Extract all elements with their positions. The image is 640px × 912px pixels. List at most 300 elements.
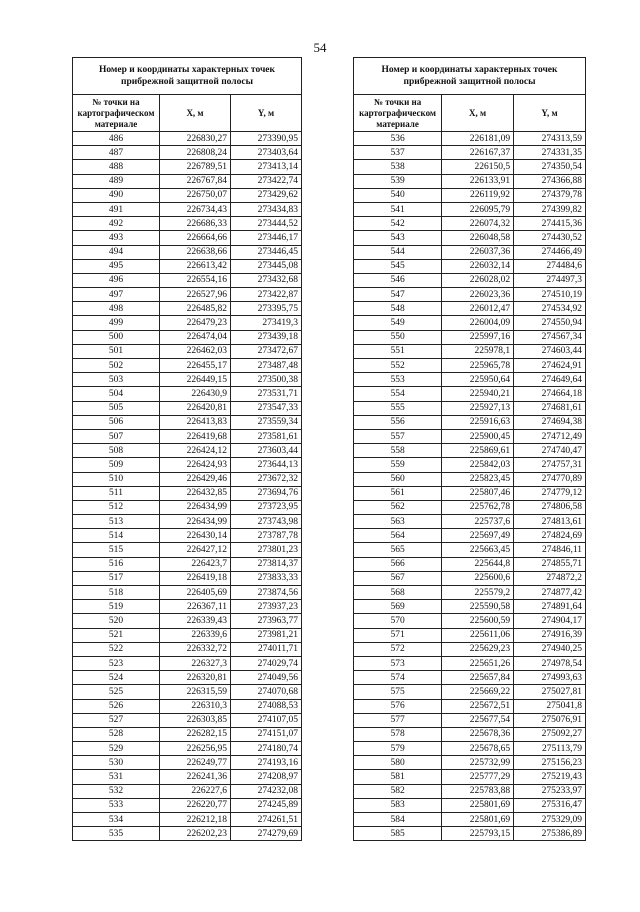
cell-x: 226485,82 bbox=[160, 302, 231, 316]
cell-point-number: 579 bbox=[354, 742, 442, 756]
table-title: Номер и координаты характерных точек прибрежной защитной полосы bbox=[73, 58, 302, 95]
cell-y: 274049,56 bbox=[231, 671, 302, 685]
cell-y: 274824,69 bbox=[514, 529, 586, 543]
table-row bbox=[73, 472, 302, 486]
cell-point-number: 507 bbox=[73, 429, 160, 443]
table-row bbox=[354, 656, 586, 670]
cell-y: 274940,25 bbox=[514, 642, 586, 656]
table-row bbox=[73, 444, 302, 458]
table-row bbox=[354, 642, 586, 656]
cell-x: 226256,95 bbox=[160, 742, 231, 756]
cell-y: 274550,94 bbox=[514, 316, 586, 330]
cell-x: 226664,66 bbox=[160, 231, 231, 245]
cell-x: 225940,21 bbox=[442, 387, 514, 401]
table-row bbox=[354, 373, 586, 387]
cell-point-number: 568 bbox=[354, 586, 442, 600]
cell-point-number: 569 bbox=[354, 600, 442, 614]
table-row bbox=[354, 458, 586, 472]
cell-x: 225579,2 bbox=[442, 586, 514, 600]
cell-point-number: 521 bbox=[73, 628, 160, 642]
table-row bbox=[73, 373, 302, 387]
table-row bbox=[73, 217, 302, 231]
table-row bbox=[354, 259, 586, 273]
cell-y: 275386,89 bbox=[514, 827, 586, 841]
cell-point-number: 555 bbox=[354, 401, 442, 415]
cell-point-number: 582 bbox=[354, 784, 442, 798]
cell-x: 226023,36 bbox=[442, 288, 514, 302]
column-header-y: Y, м bbox=[231, 95, 302, 132]
table-row bbox=[73, 614, 302, 628]
table-row bbox=[354, 529, 586, 543]
table-row bbox=[354, 827, 586, 841]
coordinates-table-right bbox=[353, 57, 586, 841]
table-row bbox=[73, 742, 302, 756]
cell-point-number: 499 bbox=[73, 316, 160, 330]
table-row bbox=[354, 160, 586, 174]
cell-point-number: 531 bbox=[73, 770, 160, 784]
table-row bbox=[354, 515, 586, 529]
cell-x: 226212,18 bbox=[160, 813, 231, 827]
cell-point-number: 505 bbox=[73, 401, 160, 415]
cell-point-number: 501 bbox=[73, 344, 160, 358]
cell-y: 273874,56 bbox=[231, 586, 302, 600]
cell-x: 226430,14 bbox=[160, 529, 231, 543]
cell-point-number: 559 bbox=[354, 458, 442, 472]
table-row bbox=[73, 642, 302, 656]
cell-point-number: 578 bbox=[354, 727, 442, 741]
cell-x: 226315,59 bbox=[160, 685, 231, 699]
table-row bbox=[354, 742, 586, 756]
cell-point-number: 541 bbox=[354, 202, 442, 216]
cell-y: 273743,98 bbox=[231, 515, 302, 529]
cell-x: 226423,7 bbox=[160, 557, 231, 571]
cell-y: 273814,37 bbox=[231, 557, 302, 571]
cell-point-number: 575 bbox=[354, 685, 442, 699]
cell-x: 225651,26 bbox=[442, 656, 514, 670]
cell-x: 225869,61 bbox=[442, 444, 514, 458]
table-row bbox=[73, 713, 302, 727]
table-row bbox=[73, 429, 302, 443]
cell-y: 274567,34 bbox=[514, 330, 586, 344]
cell-x: 225600,59 bbox=[442, 614, 514, 628]
cell-y: 274740,47 bbox=[514, 444, 586, 458]
cell-point-number: 543 bbox=[354, 231, 442, 245]
cell-point-number: 489 bbox=[73, 174, 160, 188]
table-row bbox=[354, 600, 586, 614]
cell-point-number: 554 bbox=[354, 387, 442, 401]
table-row bbox=[73, 515, 302, 529]
cell-x: 225611,06 bbox=[442, 628, 514, 642]
column-header-y: Y, м bbox=[514, 95, 586, 132]
cell-x: 226181,09 bbox=[442, 132, 514, 146]
table-row bbox=[73, 359, 302, 373]
cell-y: 274261,51 bbox=[231, 813, 302, 827]
cell-y: 275219,43 bbox=[514, 770, 586, 784]
table-row bbox=[354, 231, 586, 245]
cell-x: 226012,47 bbox=[442, 302, 514, 316]
cell-y: 274350,54 bbox=[514, 160, 586, 174]
cell-point-number: 548 bbox=[354, 302, 442, 316]
cell-point-number: 547 bbox=[354, 288, 442, 302]
cell-x: 225629,23 bbox=[442, 642, 514, 656]
table-row bbox=[354, 401, 586, 415]
cell-x: 226339,43 bbox=[160, 614, 231, 628]
cell-x: 226220,77 bbox=[160, 798, 231, 812]
cell-x: 226419,68 bbox=[160, 429, 231, 443]
cell-y: 274107,05 bbox=[231, 713, 302, 727]
cell-x: 226339,6 bbox=[160, 628, 231, 642]
cell-y: 274846,11 bbox=[514, 543, 586, 557]
cell-y: 273446,45 bbox=[231, 245, 302, 259]
cell-x: 226424,12 bbox=[160, 444, 231, 458]
cell-point-number: 536 bbox=[354, 132, 442, 146]
cell-x: 226202,23 bbox=[160, 827, 231, 841]
cell-point-number: 572 bbox=[354, 642, 442, 656]
cell-y: 273413,14 bbox=[231, 160, 302, 174]
cell-point-number: 561 bbox=[354, 486, 442, 500]
table-row bbox=[73, 458, 302, 472]
table-row bbox=[73, 529, 302, 543]
cell-y: 273422,87 bbox=[231, 288, 302, 302]
cell-x: 225783,88 bbox=[442, 784, 514, 798]
cell-point-number: 584 bbox=[354, 813, 442, 827]
cell-y: 274399,82 bbox=[514, 202, 586, 216]
cell-y: 273672,32 bbox=[231, 472, 302, 486]
cell-x: 226734,43 bbox=[160, 202, 231, 216]
cell-x: 225644,8 bbox=[442, 557, 514, 571]
cell-y: 274757,31 bbox=[514, 458, 586, 472]
cell-point-number: 546 bbox=[354, 273, 442, 287]
table-row bbox=[73, 600, 302, 614]
cell-y: 273937,23 bbox=[231, 600, 302, 614]
cell-point-number: 566 bbox=[354, 557, 442, 571]
cell-y: 275113,79 bbox=[514, 742, 586, 756]
cell-y: 274466,49 bbox=[514, 245, 586, 259]
cell-point-number: 524 bbox=[73, 671, 160, 685]
cell-x: 225672,51 bbox=[442, 699, 514, 713]
cell-y: 274649,64 bbox=[514, 373, 586, 387]
cell-x: 225842,03 bbox=[442, 458, 514, 472]
cell-x: 225657,84 bbox=[442, 671, 514, 685]
table-row bbox=[354, 557, 586, 571]
cell-y: 273395,75 bbox=[231, 302, 302, 316]
cell-x: 225697,49 bbox=[442, 529, 514, 543]
cell-x: 226405,69 bbox=[160, 586, 231, 600]
cell-x: 225965,78 bbox=[442, 359, 514, 373]
table-row bbox=[73, 685, 302, 699]
cell-x: 226808,24 bbox=[160, 146, 231, 160]
cell-point-number: 508 bbox=[73, 444, 160, 458]
table-row bbox=[354, 202, 586, 216]
cell-y: 273531,71 bbox=[231, 387, 302, 401]
cell-x: 226750,07 bbox=[160, 188, 231, 202]
table-row bbox=[73, 288, 302, 302]
cell-x: 225678,36 bbox=[442, 727, 514, 741]
cell-point-number: 576 bbox=[354, 699, 442, 713]
cell-point-number: 549 bbox=[354, 316, 442, 330]
cell-y: 273403,64 bbox=[231, 146, 302, 160]
cell-x: 226432,85 bbox=[160, 486, 231, 500]
cell-y: 273434,83 bbox=[231, 202, 302, 216]
cell-y: 274993,63 bbox=[514, 671, 586, 685]
cell-y: 274779,12 bbox=[514, 486, 586, 500]
cell-point-number: 574 bbox=[354, 671, 442, 685]
cell-x: 225600,6 bbox=[442, 571, 514, 585]
table-row bbox=[73, 486, 302, 500]
cell-x: 225997,16 bbox=[442, 330, 514, 344]
table-row bbox=[354, 217, 586, 231]
table-row bbox=[73, 798, 302, 812]
cell-point-number: 490 bbox=[73, 188, 160, 202]
cell-y: 274070,68 bbox=[231, 685, 302, 699]
table-row bbox=[354, 132, 586, 146]
cell-point-number: 520 bbox=[73, 614, 160, 628]
cell-point-number: 573 bbox=[354, 656, 442, 670]
cell-x: 225978,1 bbox=[442, 344, 514, 358]
table-row bbox=[73, 202, 302, 216]
cell-x: 226095,79 bbox=[442, 202, 514, 216]
cell-x: 226037,36 bbox=[442, 245, 514, 259]
cell-y: 274664,18 bbox=[514, 387, 586, 401]
cell-x: 225823,45 bbox=[442, 472, 514, 486]
cell-y: 275329,09 bbox=[514, 813, 586, 827]
cell-y: 274806,58 bbox=[514, 500, 586, 514]
table-row bbox=[73, 387, 302, 401]
cell-x: 226420,81 bbox=[160, 401, 231, 415]
table-row bbox=[354, 415, 586, 429]
cell-x: 226830,27 bbox=[160, 132, 231, 146]
cell-y: 274029,74 bbox=[231, 656, 302, 670]
cell-x: 225801,69 bbox=[442, 798, 514, 812]
table-row bbox=[73, 316, 302, 330]
table-row bbox=[73, 628, 302, 642]
cell-point-number: 556 bbox=[354, 415, 442, 429]
cell-y: 273432,68 bbox=[231, 273, 302, 287]
cell-x: 226303,85 bbox=[160, 713, 231, 727]
cell-y: 274379,78 bbox=[514, 188, 586, 202]
table-row bbox=[354, 359, 586, 373]
cell-point-number: 495 bbox=[73, 259, 160, 273]
cell-point-number: 552 bbox=[354, 359, 442, 373]
cell-point-number: 491 bbox=[73, 202, 160, 216]
cell-y: 273723,95 bbox=[231, 500, 302, 514]
cell-x: 225793,15 bbox=[442, 827, 514, 841]
table-row bbox=[354, 245, 586, 259]
cell-x: 225732,99 bbox=[442, 756, 514, 770]
cell-y: 274497,3 bbox=[514, 273, 586, 287]
cell-point-number: 545 bbox=[354, 259, 442, 273]
table-row bbox=[73, 656, 302, 670]
cell-point-number: 502 bbox=[73, 359, 160, 373]
cell-point-number: 550 bbox=[354, 330, 442, 344]
cell-y: 275092,27 bbox=[514, 727, 586, 741]
cell-x: 226150,5 bbox=[442, 160, 514, 174]
column-header-point-number: № точки на картографическом материале bbox=[73, 95, 160, 132]
table-row bbox=[73, 188, 302, 202]
table-row bbox=[354, 387, 586, 401]
cell-point-number: 528 bbox=[73, 727, 160, 741]
cell-y: 274855,71 bbox=[514, 557, 586, 571]
table-row bbox=[73, 571, 302, 585]
cell-x: 226227,6 bbox=[160, 784, 231, 798]
cell-point-number: 558 bbox=[354, 444, 442, 458]
cell-x: 225916,63 bbox=[442, 415, 514, 429]
cell-point-number: 497 bbox=[73, 288, 160, 302]
cell-y: 273787,78 bbox=[231, 529, 302, 543]
cell-x: 226032,14 bbox=[442, 259, 514, 273]
cell-y: 273547,33 bbox=[231, 401, 302, 415]
table-row bbox=[354, 146, 586, 160]
cell-y: 273833,33 bbox=[231, 571, 302, 585]
cell-point-number: 516 bbox=[73, 557, 160, 571]
table-row bbox=[354, 188, 586, 202]
table-row bbox=[73, 784, 302, 798]
table-row bbox=[73, 500, 302, 514]
cell-point-number: 509 bbox=[73, 458, 160, 472]
cell-y: 274208,97 bbox=[231, 770, 302, 784]
table-row bbox=[73, 813, 302, 827]
cell-y: 274877,42 bbox=[514, 586, 586, 600]
table-row bbox=[73, 756, 302, 770]
cell-y: 274193,16 bbox=[231, 756, 302, 770]
cell-y: 273603,44 bbox=[231, 444, 302, 458]
cell-point-number: 510 bbox=[73, 472, 160, 486]
table-row bbox=[73, 146, 302, 160]
cell-y: 274151,07 bbox=[231, 727, 302, 741]
cell-x: 226367,11 bbox=[160, 600, 231, 614]
table-row bbox=[73, 330, 302, 344]
cell-x: 225762,78 bbox=[442, 500, 514, 514]
cell-y: 273963,77 bbox=[231, 614, 302, 628]
table-row bbox=[354, 727, 586, 741]
table-row bbox=[354, 784, 586, 798]
cell-x: 226004,09 bbox=[442, 316, 514, 330]
cell-x: 226133,91 bbox=[442, 174, 514, 188]
table-row bbox=[354, 273, 586, 287]
table-row bbox=[73, 415, 302, 429]
cell-y: 274484,6 bbox=[514, 259, 586, 273]
cell-x: 226429,46 bbox=[160, 472, 231, 486]
cell-y: 273472,67 bbox=[231, 344, 302, 358]
cell-x: 225777,29 bbox=[442, 770, 514, 784]
cell-y: 275233,97 bbox=[514, 784, 586, 798]
cell-point-number: 504 bbox=[73, 387, 160, 401]
cell-point-number: 581 bbox=[354, 770, 442, 784]
cell-x: 225678,65 bbox=[442, 742, 514, 756]
cell-point-number: 500 bbox=[73, 330, 160, 344]
cell-x: 226434,99 bbox=[160, 500, 231, 514]
table-row bbox=[354, 444, 586, 458]
table-row bbox=[73, 557, 302, 571]
cell-y: 273500,38 bbox=[231, 373, 302, 387]
cell-x: 226462,03 bbox=[160, 344, 231, 358]
table-row bbox=[73, 401, 302, 415]
cell-x: 225737,6 bbox=[442, 515, 514, 529]
cell-point-number: 542 bbox=[354, 217, 442, 231]
cell-point-number: 534 bbox=[73, 813, 160, 827]
cell-point-number: 551 bbox=[354, 344, 442, 358]
cell-point-number: 486 bbox=[73, 132, 160, 146]
cell-x: 225590,58 bbox=[442, 600, 514, 614]
cell-y: 274624,91 bbox=[514, 359, 586, 373]
table-row bbox=[354, 685, 586, 699]
cell-point-number: 571 bbox=[354, 628, 442, 642]
table-row bbox=[354, 330, 586, 344]
table-row bbox=[354, 628, 586, 642]
cell-x: 226282,15 bbox=[160, 727, 231, 741]
table-row bbox=[354, 288, 586, 302]
cell-point-number: 512 bbox=[73, 500, 160, 514]
cell-point-number: 506 bbox=[73, 415, 160, 429]
cell-point-number: 560 bbox=[354, 472, 442, 486]
cell-x: 226332,72 bbox=[160, 642, 231, 656]
cell-y: 273801,23 bbox=[231, 543, 302, 557]
cell-y: 273445,08 bbox=[231, 259, 302, 273]
table-row bbox=[73, 827, 302, 841]
cell-point-number: 519 bbox=[73, 600, 160, 614]
cell-x: 225927,13 bbox=[442, 401, 514, 415]
table-row bbox=[354, 614, 586, 628]
cell-point-number: 526 bbox=[73, 699, 160, 713]
cell-x: 226241,36 bbox=[160, 770, 231, 784]
coordinates-table-left bbox=[72, 57, 302, 841]
cell-x: 226613,42 bbox=[160, 259, 231, 273]
cell-y: 274366,88 bbox=[514, 174, 586, 188]
cell-point-number: 564 bbox=[354, 529, 442, 543]
cell-x: 226249,77 bbox=[160, 756, 231, 770]
cell-y: 273422,74 bbox=[231, 174, 302, 188]
table-row bbox=[73, 245, 302, 259]
table-row bbox=[73, 231, 302, 245]
cell-y: 274232,08 bbox=[231, 784, 302, 798]
table-row bbox=[73, 344, 302, 358]
cell-y: 274813,61 bbox=[514, 515, 586, 529]
cell-y: 274534,92 bbox=[514, 302, 586, 316]
cell-point-number: 525 bbox=[73, 685, 160, 699]
cell-y: 273439,18 bbox=[231, 330, 302, 344]
cell-point-number: 515 bbox=[73, 543, 160, 557]
cell-y: 274770,89 bbox=[514, 472, 586, 486]
cell-x: 225950,64 bbox=[442, 373, 514, 387]
table-row bbox=[354, 713, 586, 727]
cell-y: 274088,53 bbox=[231, 699, 302, 713]
cell-x: 226789,51 bbox=[160, 160, 231, 174]
cell-x: 226686,33 bbox=[160, 217, 231, 231]
cell-point-number: 518 bbox=[73, 586, 160, 600]
cell-point-number: 537 bbox=[354, 146, 442, 160]
cell-y: 274415,36 bbox=[514, 217, 586, 231]
cell-y: 275076,91 bbox=[514, 713, 586, 727]
cell-x: 226767,84 bbox=[160, 174, 231, 188]
table-row bbox=[73, 770, 302, 784]
cell-x: 226427,12 bbox=[160, 543, 231, 557]
cell-y: 275027,81 bbox=[514, 685, 586, 699]
table-row bbox=[73, 302, 302, 316]
cell-x: 226474,04 bbox=[160, 330, 231, 344]
cell-x: 225669,22 bbox=[442, 685, 514, 699]
cell-point-number: 570 bbox=[354, 614, 442, 628]
cell-point-number: 498 bbox=[73, 302, 160, 316]
table-row bbox=[354, 486, 586, 500]
table-row bbox=[73, 671, 302, 685]
cell-x: 226449,15 bbox=[160, 373, 231, 387]
cell-point-number: 522 bbox=[73, 642, 160, 656]
cell-point-number: 517 bbox=[73, 571, 160, 585]
cell-y: 274916,39 bbox=[514, 628, 586, 642]
cell-x: 226048,58 bbox=[442, 231, 514, 245]
table-row bbox=[354, 316, 586, 330]
cell-y: 273390,95 bbox=[231, 132, 302, 146]
